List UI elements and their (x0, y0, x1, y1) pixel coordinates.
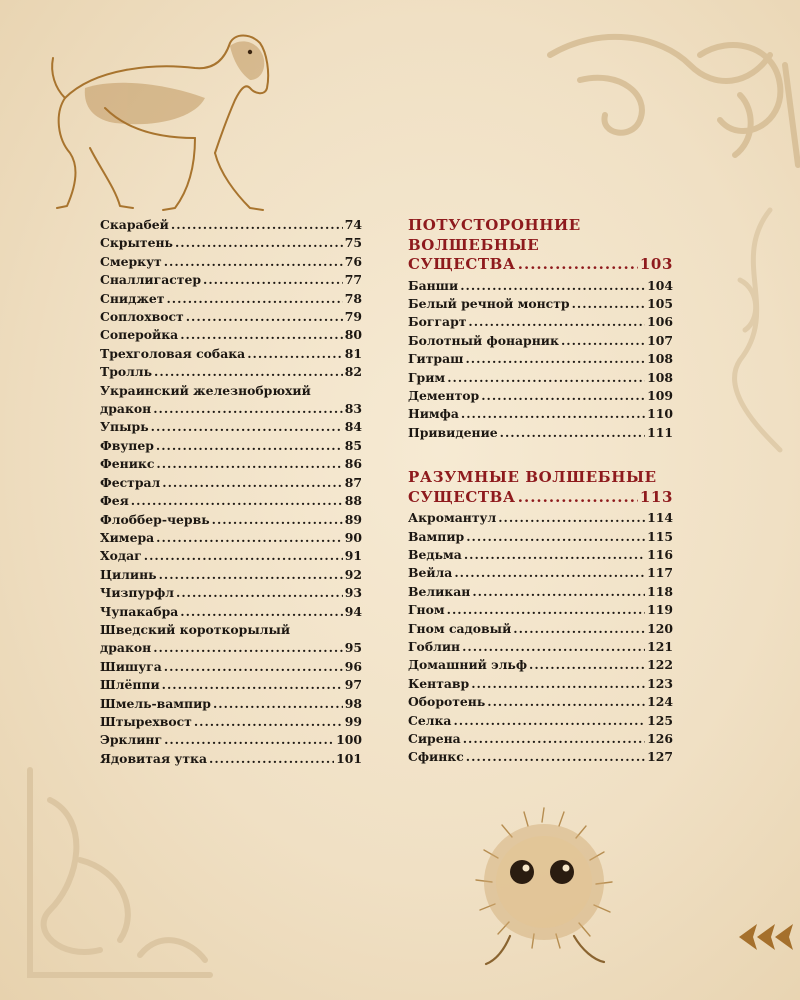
toc-entry-title: Белый речной монстр (408, 295, 570, 311)
toc-entry-page: 98 (344, 695, 362, 711)
toc-entry-page: 99 (344, 713, 362, 729)
toc-entry[interactable] (100, 695, 362, 713)
toc-entry[interactable] (100, 418, 362, 436)
toc-entry-title: Гном садовый (408, 620, 512, 636)
toc-dot-leader (247, 345, 343, 363)
toc-entry[interactable] (100, 271, 362, 289)
toc-dot-leader (164, 658, 343, 676)
toc-dot-leader (481, 387, 645, 405)
toc-dot-leader (154, 363, 343, 381)
toc-entry-title: Гитраш (408, 351, 464, 367)
toc-entry-title: Ходаг (100, 548, 142, 564)
toc-entry-title-line1: Шведский короткорылый (100, 621, 291, 637)
toc-entry-title: Флоббер-червь (100, 511, 210, 527)
toc-dot-leader (468, 313, 645, 331)
toc-entry-page: 94 (344, 603, 362, 619)
toc-dot-leader (498, 509, 645, 527)
toc-dot-leader (156, 529, 343, 547)
toc-entry-title: Эрклинг (100, 732, 163, 748)
toc-entry-page: 109 (647, 387, 673, 403)
toc-entry-page: 121 (647, 639, 673, 654)
toc-entry[interactable] (408, 424, 673, 442)
toc-entry-page: 74 (344, 217, 362, 232)
toc-entry[interactable] (408, 693, 673, 711)
toc-dot-leader (153, 639, 343, 657)
toc-dot-leader (561, 332, 645, 350)
section-heading-line: ПОТУСТОРОННИЕ (408, 216, 581, 234)
toc-dot-leader (156, 437, 343, 455)
toc-dot-leader (453, 712, 645, 730)
toc-entry[interactable] (408, 748, 673, 766)
toc-dot-leader (529, 656, 645, 674)
toc-dot-leader (164, 253, 343, 271)
toc-dot-leader (513, 620, 645, 638)
toc-entry-title: Скрытень (100, 235, 173, 251)
toc-entry-title: Шишуга (100, 658, 162, 674)
toc-dot-leader (464, 546, 645, 564)
section-heading-last-line (408, 488, 673, 508)
toc-entry-page: 80 (344, 327, 362, 343)
toc-entry-title: Штырехвост (100, 713, 192, 729)
toc-entry[interactable] (408, 509, 673, 527)
page-turn-arrows-icon[interactable] (735, 920, 797, 954)
toc-dot-leader (447, 601, 645, 619)
toc-dot-leader (212, 511, 343, 529)
toc-entry-page: 100 (336, 732, 362, 748)
toc-dot-leader (186, 308, 343, 326)
toc-entry[interactable] (408, 350, 673, 368)
toc-dot-leader (166, 290, 342, 308)
toc-entry-page: 120 (647, 620, 673, 636)
toc-entry[interactable] (100, 584, 362, 602)
toc-dot-leader (518, 255, 638, 275)
toc-dot-leader (466, 528, 645, 546)
toc-entry-page: 106 (647, 314, 673, 330)
toc-entry-page: 75 (344, 235, 362, 251)
toc-entry[interactable] (100, 750, 362, 768)
toc-entry-page: 125 (647, 712, 673, 728)
toc-dot-leader (171, 216, 343, 234)
toc-entry-page: 104 (647, 277, 673, 293)
toc-entry[interactable] (100, 345, 362, 363)
toc-entry[interactable] (100, 363, 362, 381)
toc-dot-leader (447, 369, 645, 387)
toc-entry-title: Химера (100, 529, 155, 545)
toc-entry[interactable] (100, 603, 362, 621)
toc-entry[interactable] (100, 382, 362, 419)
toc-dot-leader (209, 750, 334, 768)
toc-entry-title: Скарабей (100, 217, 169, 232)
toc-entry-title: Шлёппи (100, 677, 160, 693)
toc-entry[interactable] (100, 234, 362, 252)
section-heading-page: 103 (639, 255, 673, 273)
toc-dot-leader (131, 492, 343, 510)
toc-entry-title: Привидение (408, 424, 498, 440)
toc-entry-title: Дементор (408, 387, 480, 403)
toc-entry-title: Боггарт (408, 314, 467, 330)
toc-dot-leader (454, 564, 645, 582)
toc-entry[interactable] (100, 290, 362, 308)
toc-entry-page: 108 (647, 369, 673, 385)
toc-dot-leader (144, 547, 343, 565)
toc-entry-page: 86 (344, 456, 362, 472)
section-heading[interactable] (408, 468, 673, 507)
toc-entry-title: Гоблин (408, 639, 461, 654)
toc-dot-leader (156, 455, 342, 473)
toc-entry-page: 119 (647, 602, 673, 618)
toc-entry-page: 101 (336, 750, 362, 766)
toc-entry[interactable] (100, 474, 362, 492)
toc-entry-title: Трехголовая собака (100, 345, 246, 361)
toc-entry[interactable] (100, 511, 362, 529)
toc-entry[interactable] (100, 731, 362, 749)
toc-entry-page: 118 (647, 583, 673, 599)
toc-entry-title: Чизпурфл (100, 585, 174, 601)
toc-entry[interactable] (408, 564, 673, 582)
toc-dot-leader (472, 583, 645, 601)
toc-column-left (100, 216, 362, 768)
toc-entry[interactable] (100, 713, 362, 731)
toc-entry[interactable] (408, 675, 673, 693)
toc-entry-title: Фея (100, 493, 129, 509)
toc-entry-page: 108 (647, 351, 673, 367)
toc-entry-title: Феникс (100, 456, 155, 472)
toc-entry-title: Упырь (100, 419, 149, 435)
toc-entry-page: 88 (344, 493, 362, 509)
toc-column-right (408, 216, 673, 767)
toc-entry-title: Гном (408, 602, 445, 618)
toc-entry[interactable] (408, 583, 673, 601)
toc-entry[interactable] (408, 620, 673, 638)
toc-entry-title: Чупакабра (100, 603, 179, 619)
toc-entry[interactable] (408, 601, 673, 619)
toc-entry-page: 85 (344, 437, 362, 453)
toc-dot-leader (153, 400, 343, 418)
toc-entry-title: Фестрал (100, 474, 161, 490)
section-gap (408, 442, 673, 468)
toc-entry-title: Шмель-вампир (100, 695, 211, 711)
toc-entry[interactable] (408, 405, 673, 423)
toc-entry-page: 78 (344, 290, 362, 306)
toc-entry-page: 76 (344, 253, 362, 269)
toc-entry[interactable] (100, 216, 362, 234)
toc-entry-title: Селка (408, 712, 452, 728)
toc-dot-leader (159, 566, 343, 584)
toc-entry[interactable] (408, 295, 673, 313)
toc-entry-title: Вейла (408, 565, 453, 581)
toc-dot-leader (203, 271, 343, 289)
toc-entry[interactable] (100, 547, 362, 565)
toc-entry[interactable] (100, 253, 362, 271)
toc-dot-leader (465, 350, 645, 368)
toc-entry[interactable] (408, 638, 673, 656)
toc-entry-title: Ядовитая утка (100, 750, 208, 766)
toc-entry-page: 122 (647, 657, 673, 673)
toc-entry[interactable] (408, 277, 673, 295)
toc-entry-page: 77 (344, 272, 362, 288)
toc-entry-title: Болотный фонарник (408, 332, 559, 348)
toc-entry-page: 127 (647, 749, 673, 765)
toc-dot-leader (164, 731, 334, 749)
section-heading-last-line (408, 255, 673, 275)
toc-entry-page: 105 (647, 295, 673, 311)
toc-entry-page: 114 (647, 510, 673, 526)
corner-ornament-top-right-icon (540, 25, 800, 175)
toc-entry-title: Грим (408, 369, 446, 385)
toc-entry-title: Фвупер (100, 437, 154, 453)
section-heading-line: РАЗУМНЫЕ ВОЛШЕБНЫЕ (408, 468, 657, 487)
toc-entry-title: Соперойка (100, 327, 179, 343)
toc-entry-title: Оборотень (408, 694, 486, 710)
toc-entry-page: 91 (344, 548, 362, 564)
toc-entry[interactable] (100, 676, 362, 694)
toc-entry-title: Смеркут (100, 253, 162, 269)
toc-entry-title: Ведьма (408, 546, 462, 562)
greyhound-dog-sketch-icon (45, 28, 275, 218)
toc-entry[interactable] (100, 437, 362, 455)
toc-entry[interactable] (100, 658, 362, 676)
toc-entry-page: 92 (344, 566, 362, 582)
toc-entry[interactable] (100, 529, 362, 547)
toc-dot-leader (213, 695, 343, 713)
toc-entry-page: 97 (344, 677, 362, 693)
toc-dot-leader (151, 418, 343, 436)
toc-entry-page: 81 (344, 345, 362, 361)
section-heading[interactable] (408, 216, 673, 275)
toc-dot-leader (500, 424, 645, 442)
toc-dot-leader (518, 488, 638, 508)
toc-entry[interactable] (100, 308, 362, 326)
toc-entry-page: 126 (647, 731, 673, 747)
toc-entry-title: Сфинкс (408, 749, 464, 765)
toc-dot-leader (180, 603, 342, 621)
toc-entry-page: 96 (344, 658, 362, 674)
corner-ornament-bottom-left-icon (20, 760, 220, 990)
toc-entry[interactable] (408, 656, 673, 674)
toc-entry-page: 123 (647, 675, 673, 691)
toc-dot-leader (487, 693, 645, 711)
toc-dot-leader (471, 675, 645, 693)
toc-entry-line2 (100, 639, 362, 657)
toc-entry[interactable] (408, 313, 673, 331)
toc-entry-page: 110 (647, 406, 673, 422)
section-heading-word: СУЩЕСТВА (408, 255, 516, 273)
toc-entry[interactable] (408, 332, 673, 350)
toc-entry-title: Цилинь (100, 566, 157, 582)
toc-entry[interactable] (408, 369, 673, 387)
toc-dot-leader (194, 713, 343, 731)
toc-entry[interactable] (100, 566, 362, 584)
toc-dot-leader (466, 748, 645, 766)
toc-entry-page: 95 (344, 640, 362, 656)
side-ornament-right-icon (700, 200, 790, 460)
toc-dot-leader (180, 326, 343, 344)
section-heading-line: ВОЛШЕБНЫЕ (408, 235, 540, 254)
toc-dot-leader (462, 638, 645, 656)
toc-entry-page: 83 (344, 401, 362, 417)
toc-entry-title-line2: дракон (100, 640, 152, 656)
toc-entry[interactable] (100, 492, 362, 510)
toc-dot-leader (162, 474, 342, 492)
toc-dot-leader (460, 277, 645, 295)
toc-dot-leader (175, 234, 343, 252)
toc-entry[interactable] (100, 326, 362, 344)
toc-entry-title: Великан (408, 583, 471, 599)
toc-entry-title: Домашний эльф (408, 657, 528, 673)
toc-entry[interactable] (408, 546, 673, 564)
toc-entry[interactable] (408, 528, 673, 546)
toc-dot-leader (176, 584, 343, 602)
toc-dot-leader (463, 730, 645, 748)
toc-dot-leader (162, 676, 343, 694)
toc-entry-page: 124 (647, 694, 673, 710)
toc-entry-page: 82 (344, 364, 362, 380)
toc-entry-title: Сирена (408, 731, 461, 747)
toc-entry-page: 115 (647, 528, 673, 544)
toc-entry-title: Соплохвост (100, 309, 184, 325)
toc-dot-leader (572, 295, 646, 313)
toc-entry-title: Нимфа (408, 406, 459, 422)
toc-entry-title: Банши (408, 277, 459, 293)
toc-entry[interactable] (408, 387, 673, 405)
toc-entry[interactable] (408, 712, 673, 730)
toc-entry-title: Сналлигастер (100, 272, 202, 288)
toc-entry-page: 117 (647, 565, 673, 581)
toc-entry-page: 116 (647, 546, 673, 562)
toc-entry[interactable] (100, 621, 362, 658)
toc-entry-page: 107 (647, 332, 673, 348)
toc-dot-leader (461, 405, 645, 423)
toc-entry-title: Вампир (408, 528, 465, 544)
toc-entry-title-line1: Украинский железнобрюхий (100, 382, 311, 398)
toc-entry-page: 93 (344, 585, 362, 601)
toc-entry[interactable] (408, 730, 673, 748)
toc-entry-title: Кентавр (408, 675, 470, 691)
toc-entry[interactable] (100, 455, 362, 473)
toc-entry-title-line2: дракон (100, 401, 152, 417)
toc-entry-line2 (100, 400, 362, 418)
toc-entry-title: Сниджет (100, 290, 165, 306)
furry-puffskein-creature-icon (462, 800, 627, 975)
toc-entry-page: 111 (647, 424, 673, 440)
toc-entry-page: 89 (344, 511, 362, 527)
toc-entry-page: 90 (344, 529, 362, 545)
toc-entry-title: Тролль (100, 364, 153, 380)
toc-entry-page: 87 (344, 474, 362, 490)
toc-entry-page: 79 (344, 309, 362, 325)
section-heading-page: 113 (639, 487, 673, 506)
section-heading-word: СУЩЕСТВА (408, 487, 516, 506)
toc-entry-title: Акромантул (408, 510, 497, 526)
toc-entry-page: 84 (344, 419, 362, 435)
